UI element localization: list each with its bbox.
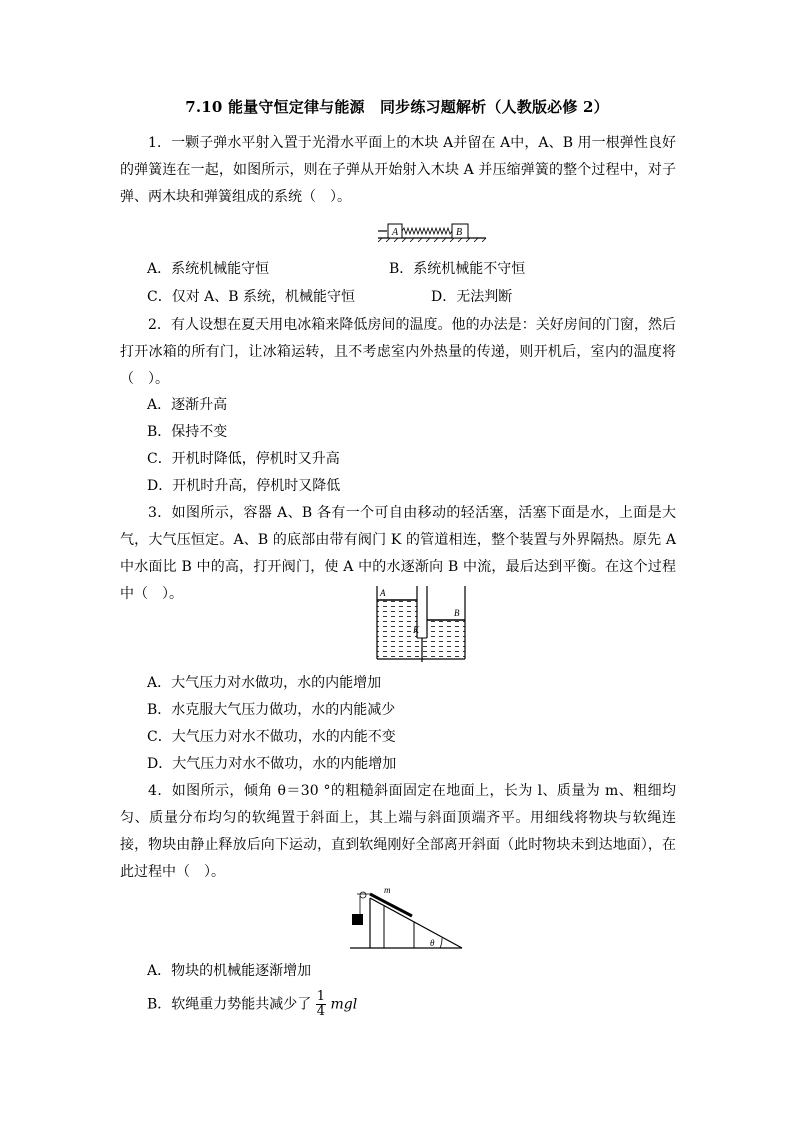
question-4-option-b [147,990,357,1019]
page-title: 7.10 能量守恒定律与能源 同步练习题解析（人教版必修 2） [185,98,609,116]
fraction-numerator: 1 [316,989,326,1004]
question-3-option-a: A．大气压力对水做功，水的内能增加 [147,675,382,691]
pulley-shape [360,892,366,898]
container-b-water [427,620,465,659]
spring-shape [402,228,452,234]
question-4-figure [348,884,464,952]
question-2-option-b: B．保持不变 [147,424,228,440]
question-4-stem: 4．如图所示，倾角 θ＝30 °的粗糙斜面固定在地面上，长为 l、质量为 m、粗细均匀、质量分布均匀的软绳置于斜面上，其上端与斜面顶端齐平。用细线将物块与软绳连接，物块由静止释放后向下运动，直到软绳刚好全部离开斜面（此时物块未到达地面），在此过程中（ ）。 [120,783,676,880]
fraction-denominator: 4 [316,1004,326,1019]
question-1-stem: 1．一颗子弹水平射入置于光滑水平面上的木块 A并留在 A中，A、B 用一根弹性良好的弹簧连在一起，如图所示，则在子弹从开始射入木块 A 并压缩弹簧的整个过程中，对子弹、两木块和弹簧组成的系统（ ）。 [120,135,676,205]
question-1-option-c: C．仅对 A、B 系统，机械能守恒 [147,289,356,305]
angle-theta-label: θ [430,938,435,948]
fraction-one-quarter [316,990,326,1019]
question-2-stem: 2．有人设想在夏天用电冰箱来降低房间的温度。他的办法是：关好房间的门窗，然后打开冰箱的所有门，让冰箱运转，且不考虑室内外热量的传递，则开机后，室内的温度将（ ）。 [120,317,676,387]
question-4-option-a: A．物块的机械能逐渐增加 [147,963,312,979]
question-2-option-c: C．开机时降低，停机时又升高 [147,451,340,467]
container-b-label: B [454,608,460,618]
option-b-prefix: B．软绳重力势能共减少了 [147,996,312,1013]
question-1-option-b: B．系统机械能不守恒 [389,261,526,277]
question-3-option-c: C．大气压力对水不做功，水的内能不变 [147,729,396,745]
valve-k-label: K [413,625,420,635]
container-a-water [377,600,417,659]
container-a-label: A [380,588,386,598]
hanging-block-shape [352,914,363,925]
question-2-option-d: D．开机时升高，停机时又降低 [147,478,341,494]
question-1-option-d: D．无法判断 [431,289,513,305]
option-b-suffix: mgl [330,996,358,1013]
question-3-stem: 3．如图所示，容器 A、B 各有一个可自由移动的轻活塞，活塞下面是水，上面是大气，大气压恒定。A、B 的底部由带有阀门 K 的管道相连，整个装置与外界隔热。原先 A 中水面比 B 中的高，打开阀门，使 A 中的水逐渐向 B 中流，最后达到平衡。在这个过程中（ ）。 [120,505,676,602]
mass-m-label: m [384,885,391,895]
question-3-figure [374,584,468,662]
question-3-option-b: B．水克服大气压力做功，水的内能减少 [147,702,396,718]
block-b-label: B [456,227,463,238]
question-3-option-d: D．大气压力对水不做功，水的内能增加 [147,756,397,772]
question-2-option-a: A．逐渐升高 [147,397,228,413]
block-a-label: A [392,227,399,238]
rope-shape [370,894,412,916]
question-1-figure [376,220,488,242]
question-1-option-a: A．系统机械能守恒 [147,261,270,277]
